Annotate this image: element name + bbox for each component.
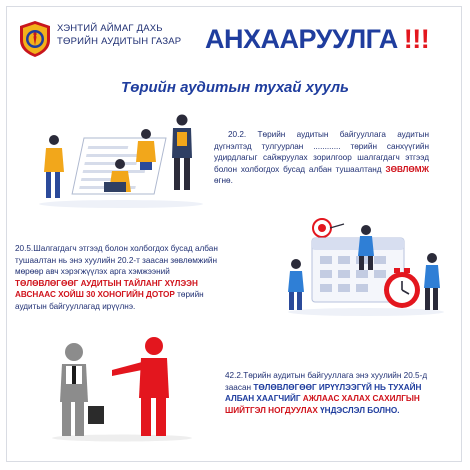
article-20-2-text-end: өгнө. — [214, 176, 233, 185]
team-documents-illustration — [36, 110, 206, 210]
organization-line-1: ХЭНТИЙ АЙМАГ ДАХЬ — [57, 23, 163, 34]
article-20-2-text-start: 20.2. Төрийн аудитын байгууллага аудитын дүгнэлтэд тулгуурлан ............ төрийн санхүүгийн удирдлагыг сайжруулах зорилгоор шалгагдагч этгээд болон холбогдох бусад албан тушаалтанд — [214, 130, 429, 174]
organization-name — [57, 22, 181, 48]
article-20-5-text-start: 20.5.Шалгагдагч этгээд болон холбогдох бусад албан тушаалтан нь энэ хуулийн 20.2-т заасан зөвлөмжийн мөрөөр авч хэрэгжүүлэх арга хэмжээний — [15, 244, 218, 276]
law-article-42-2 — [225, 370, 445, 416]
organization-line-2: ТӨРИЙН АУДИТЫН ГАЗАР — [57, 36, 182, 47]
law-article-20-2 — [214, 129, 429, 187]
article-42-2-text-end: ҮНДЭСЛЭЛ БОЛНО. — [317, 405, 400, 415]
article-42-2-highlight-red: АЖЛААС ХАЛАХ САХИЛГЫН ШИЙТГЭЛ НОГДУУЛАХ — [225, 394, 420, 415]
deadline-calendar-illustration — [282, 208, 447, 318]
alert-exclamation-marks: !!! — [403, 24, 430, 54]
alert-word: АНХААРУУЛГА — [205, 24, 398, 54]
article-20-2-highlight: ЗӨВЛӨМЖ — [385, 164, 429, 174]
alert-heading — [205, 24, 429, 55]
article-42-2-text-start: 42.2.Төрийн аудитын байгууллага энэ хуулийн 20.5-д заасан — [225, 371, 428, 392]
article-20-5-highlight: ТӨЛӨВЛӨГӨӨГ АУДИТЫН ТАЙЛАНГ ХҮЛЭЭН АВСНААС ХОЙШ 30 ХОНОГИЙН ДОТОР — [15, 278, 198, 299]
law-title: Төрийн аудитын тухай хууль — [121, 79, 349, 96]
dismissal-illustration — [42, 332, 212, 442]
law-article-20-5 — [15, 243, 225, 312]
article-42-2-highlight-blue: ТӨЛӨВЛӨГӨӨГ ИРҮҮЛЭЭГҮЙ НЬ ТУХАЙН АЛБАН ХААГЧИЙГ — [225, 382, 422, 403]
article-20-5-text-end: төрийн аудитын байгууллагад ирүүлнэ. — [15, 290, 204, 311]
audit-office-emblem-icon — [18, 20, 52, 58]
